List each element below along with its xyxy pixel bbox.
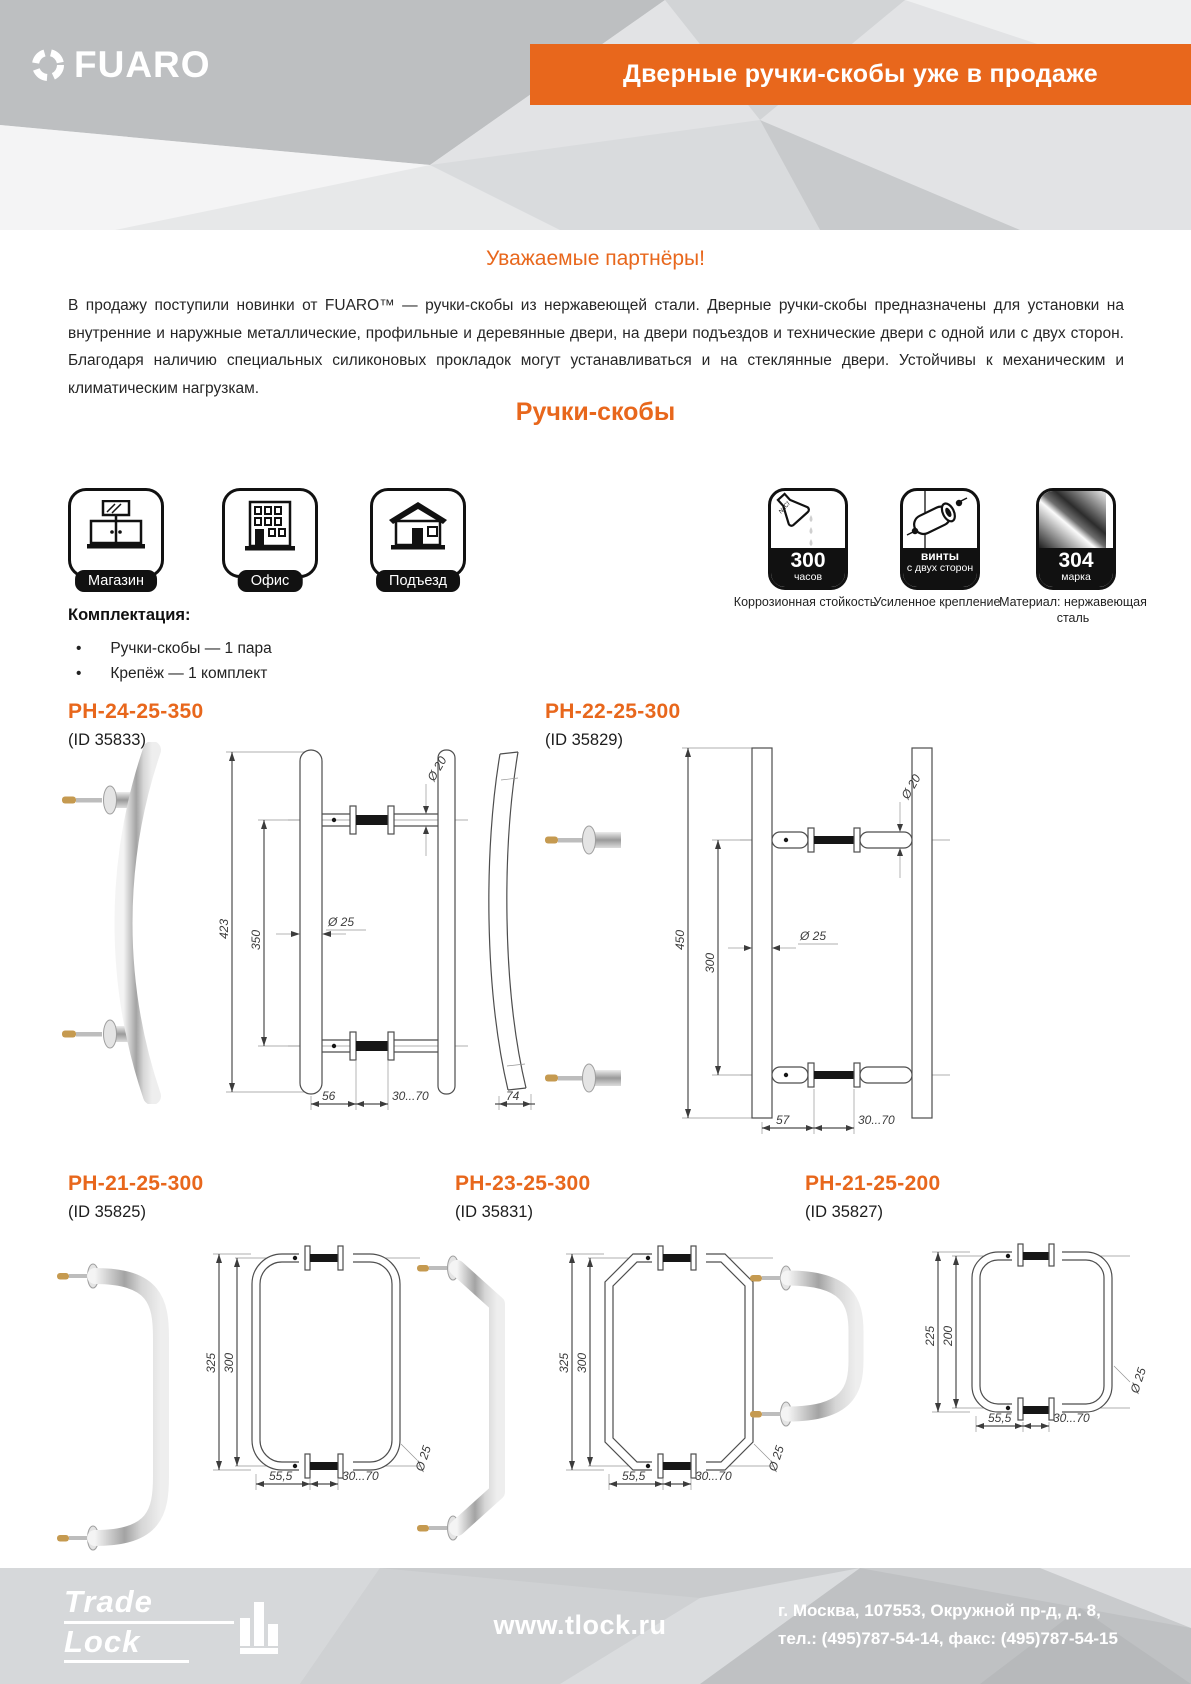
fuaro-logo-text: FUARO bbox=[74, 44, 211, 85]
mount-stem bbox=[545, 1064, 621, 1092]
product-drawing-ph-24 bbox=[200, 738, 540, 1116]
app-icon-entrance bbox=[370, 488, 466, 589]
package-item bbox=[76, 665, 267, 683]
product-drawing-ph-21-200 bbox=[900, 1238, 1180, 1443]
product-drawing-ph-21-300 bbox=[195, 1238, 450, 1496]
flask-label: NaCl bbox=[778, 501, 792, 516]
contact-address bbox=[778, 1597, 1138, 1653]
badge-steel bbox=[1036, 488, 1116, 590]
app-icon-office bbox=[222, 488, 318, 589]
header-background bbox=[0, 0, 1191, 230]
dim-offset: 55,5 bbox=[622, 1469, 646, 1483]
tradelock-logo bbox=[64, 1586, 234, 1663]
badge-value: винты bbox=[920, 549, 960, 563]
shop-icon bbox=[85, 500, 147, 552]
dim-offset: 55,5 bbox=[988, 1411, 1012, 1425]
fuaro-logo bbox=[30, 44, 211, 86]
app-label: Подъезд bbox=[376, 570, 460, 592]
package-item-text: Крепёж — 1 комплект bbox=[110, 665, 268, 682]
dim-total: 450 bbox=[673, 929, 687, 950]
app-label: Магазин bbox=[75, 570, 157, 592]
entrance-icon bbox=[387, 500, 449, 552]
dim-bow-depth: 74 bbox=[506, 1089, 520, 1103]
badge-unit: с двух сторон bbox=[906, 561, 974, 574]
product-photo-ph-21-200 bbox=[748, 1248, 903, 1443]
screws-icon bbox=[903, 491, 970, 548]
product-title: PH-21-25-300 bbox=[68, 1172, 204, 1195]
product-photo-ph-21-300 bbox=[55, 1240, 203, 1570]
section-title: Ручки-скобы bbox=[515, 398, 676, 426]
package-title: Комплектация: bbox=[68, 606, 191, 624]
dim-dia-tube: Ø 25 bbox=[328, 915, 355, 929]
tradelock-logo-line2: Lock bbox=[64, 1623, 141, 1659]
dim-dia-tube: Ø 25 bbox=[765, 1443, 787, 1473]
steel-icon bbox=[1039, 491, 1106, 548]
badge-corrosion bbox=[768, 488, 848, 590]
promo-banner bbox=[530, 44, 1191, 105]
dim-dia-neck: Ø 20 bbox=[424, 753, 450, 784]
dim-offset: 55,5 bbox=[269, 1469, 293, 1483]
office-icon bbox=[239, 500, 301, 552]
badge-fastening bbox=[900, 488, 980, 590]
package-item-text: Ручки-скобы — 1 пара bbox=[110, 640, 272, 657]
badge-caption: Усиленное крепление bbox=[873, 595, 1001, 609]
badge-value: 300 bbox=[790, 549, 826, 572]
intro-paragraph: В продажу поступили новинки от FUARO™ — ручки-скобы из нержавеющей стали. Дверные ручки-скобы предназначены для установки на внутренние и наружные металлические, профильные и деревянные двери, на двери подъездов и технические двери с одной или с двух сторон. Благодаря наличию специальных силиконовых прокладок могут устанавливаться и на стеклянные двери. Устойчивы к механическим и климатическим нагрузкам. bbox=[68, 297, 1124, 397]
dim-dia-tube: Ø 25 bbox=[412, 1443, 434, 1473]
dim-total: 225 bbox=[923, 1325, 937, 1346]
greeting-heading: Уважаемые партнёры! bbox=[486, 247, 705, 270]
promo-banner-text: Дверные ручки-скобы уже в продаже bbox=[622, 60, 1099, 88]
dim-door-range: 30...70 bbox=[695, 1469, 732, 1483]
badge-caption: Коррозионная стойкость bbox=[733, 595, 877, 609]
product-drawing-ph-22 bbox=[660, 738, 1010, 1136]
dim-door-range: 30...70 bbox=[858, 1113, 895, 1127]
dim-cc: 350 bbox=[249, 929, 263, 950]
product-photo-ph-22 bbox=[543, 742, 655, 1138]
bullet: • bbox=[76, 640, 82, 657]
website-url: www.tlock.ru bbox=[493, 1610, 667, 1640]
product-id: (ID 35833) bbox=[68, 731, 146, 749]
dim-total: 325 bbox=[557, 1352, 571, 1373]
mount-stem bbox=[545, 826, 621, 854]
product-id: (ID 35829) bbox=[545, 731, 623, 749]
badge-value: 304 bbox=[1058, 549, 1094, 572]
bullet: • bbox=[76, 665, 82, 682]
dim-offset: 56 bbox=[322, 1089, 336, 1103]
product-photo-ph-24 bbox=[58, 742, 190, 1104]
package-item bbox=[76, 640, 272, 658]
product-id: (ID 35831) bbox=[455, 1203, 533, 1221]
product-title: PH-23-25-300 bbox=[455, 1172, 591, 1195]
badge-caption: Материал: нержавеющая сталь bbox=[999, 595, 1147, 626]
tradelock-mark-icon bbox=[238, 1596, 280, 1656]
dim-door-range: 30...70 bbox=[342, 1469, 379, 1483]
dim-offset: 57 bbox=[776, 1113, 790, 1127]
dim-cc: 300 bbox=[575, 1352, 589, 1373]
app-icon-shop bbox=[68, 488, 164, 589]
logo-divider bbox=[64, 1660, 189, 1663]
fastener-top bbox=[772, 828, 912, 852]
dim-dia-tube: Ø 25 bbox=[1127, 1365, 1149, 1395]
product-photo-ph-23 bbox=[415, 1242, 550, 1554]
address-line2: тел.: (495)787-54-14, факс: (495)787-54-15 bbox=[778, 1629, 1118, 1649]
fastener-bottom bbox=[772, 1063, 912, 1087]
dim-dia-tube: Ø 25 bbox=[800, 929, 827, 943]
product-id: (ID 35827) bbox=[805, 1203, 883, 1221]
dim-total: 325 bbox=[204, 1352, 218, 1373]
dim-cc: 300 bbox=[222, 1352, 236, 1373]
dim-door-range: 30...70 bbox=[392, 1089, 429, 1103]
badge-unit: часов bbox=[793, 571, 823, 584]
product-title: PH-21-25-200 bbox=[805, 1172, 941, 1195]
dim-cc: 300 bbox=[703, 952, 717, 973]
fuaro-mark-icon bbox=[30, 47, 66, 83]
badge-unit: марка bbox=[1061, 571, 1091, 584]
product-title: PH-22-25-300 bbox=[545, 700, 681, 723]
tradelock-logo-line1: Trade bbox=[64, 1584, 153, 1619]
dim-dia-neck: Ø 20 bbox=[898, 771, 924, 802]
product-id: (ID 35825) bbox=[68, 1203, 146, 1221]
dim-total: 423 bbox=[217, 918, 231, 939]
product-title: PH-24-25-350 bbox=[68, 700, 204, 723]
app-label: Офис bbox=[238, 570, 303, 592]
dim-door-range: 30...70 bbox=[1053, 1411, 1090, 1425]
address-line1: г. Москва, 107553, Окружной пр-д, д. 8, bbox=[778, 1601, 1101, 1620]
dim-cc: 200 bbox=[941, 1325, 955, 1346]
flask-icon bbox=[771, 491, 838, 548]
